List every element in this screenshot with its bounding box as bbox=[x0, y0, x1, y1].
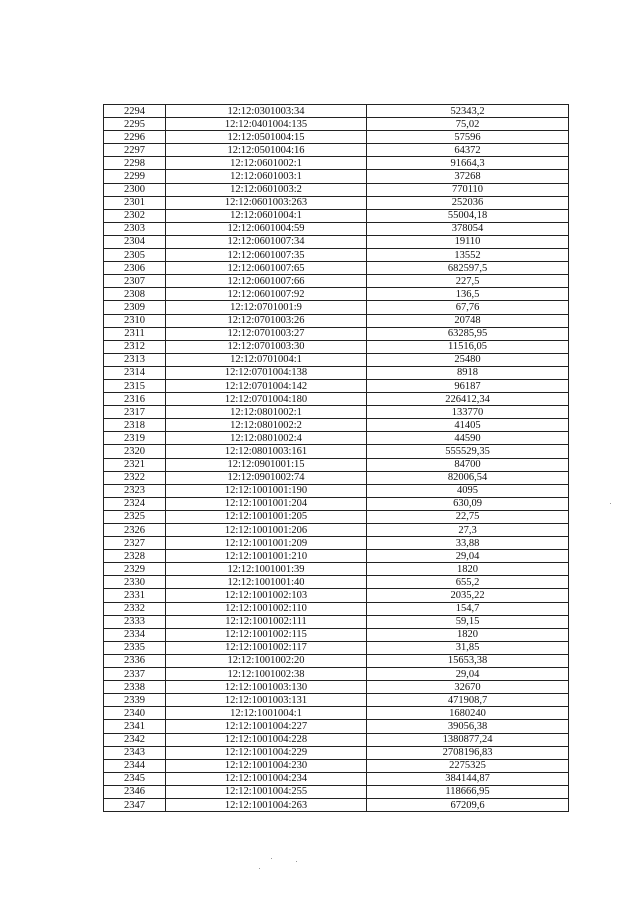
cadastral-number-cell: 12:12:1001004:255 bbox=[166, 785, 367, 798]
value-cell: 555529,35 bbox=[367, 445, 569, 458]
value-cell: 384144,87 bbox=[367, 772, 569, 785]
table-row bbox=[104, 353, 569, 366]
row-number-cell: 2344 bbox=[104, 759, 166, 772]
cadastral-number-cell: 12:12:0601003:263 bbox=[166, 196, 367, 209]
cadastral-number-cell: 12:12:1001002:38 bbox=[166, 668, 367, 681]
cadastral-number-cell: 12:12:0901002:74 bbox=[166, 471, 367, 484]
cadastral-number-cell: 12:12:0501004:16 bbox=[166, 144, 367, 157]
row-number-cell: 2320 bbox=[104, 445, 166, 458]
row-number-cell: 2326 bbox=[104, 524, 166, 537]
value-cell: 682597,5 bbox=[367, 262, 569, 275]
table-row bbox=[104, 798, 569, 811]
cadastral-number-cell: 12:12:1001001:190 bbox=[166, 484, 367, 497]
table-row bbox=[104, 379, 569, 392]
value-cell: 2708196,83 bbox=[367, 746, 569, 759]
table-row bbox=[104, 746, 569, 759]
table-row bbox=[104, 602, 569, 615]
table-row bbox=[104, 393, 569, 406]
table-row bbox=[104, 131, 569, 144]
table-row bbox=[104, 628, 569, 641]
cadastral-number-cell: 12:12:0701004:180 bbox=[166, 393, 367, 406]
table-row bbox=[104, 589, 569, 602]
cadastral-number-cell: 12:12:1001004:229 bbox=[166, 746, 367, 759]
table-row bbox=[104, 157, 569, 170]
value-cell: 2035,22 bbox=[367, 589, 569, 602]
cadastral-number-cell: 12:12:0601004:1 bbox=[166, 209, 367, 222]
cadastral-number-cell: 12:12:0601007:92 bbox=[166, 288, 367, 301]
cadastral-number-cell: 12:12:1001001:39 bbox=[166, 563, 367, 576]
row-number-cell: 2300 bbox=[104, 183, 166, 196]
table-row bbox=[104, 196, 569, 209]
value-cell: 118666,95 bbox=[367, 785, 569, 798]
row-number-cell: 2321 bbox=[104, 458, 166, 471]
row-number-cell: 2332 bbox=[104, 602, 166, 615]
value-cell: 55004,18 bbox=[367, 209, 569, 222]
cadastral-number-cell: 12:12:1001004:227 bbox=[166, 720, 367, 733]
value-cell: 226412,34 bbox=[367, 393, 569, 406]
value-cell: 19110 bbox=[367, 235, 569, 248]
table-row bbox=[104, 707, 569, 720]
value-cell: 4095 bbox=[367, 484, 569, 497]
cadastral-number-cell: 12:12:0601004:59 bbox=[166, 222, 367, 235]
table-row bbox=[104, 327, 569, 340]
value-cell: 27,3 bbox=[367, 524, 569, 537]
value-cell: 2275325 bbox=[367, 759, 569, 772]
value-cell: 1820 bbox=[367, 628, 569, 641]
table-row bbox=[104, 759, 569, 772]
row-number-cell: 2341 bbox=[104, 720, 166, 733]
cadastral-number-cell: 12:12:1001003:130 bbox=[166, 681, 367, 694]
row-number-cell: 2311 bbox=[104, 327, 166, 340]
row-number-cell: 2309 bbox=[104, 301, 166, 314]
table-row bbox=[104, 366, 569, 379]
value-cell: 31,85 bbox=[367, 641, 569, 654]
table-row bbox=[104, 432, 569, 445]
cadastral-number-cell: 12:12:1001002:103 bbox=[166, 589, 367, 602]
cadastral-number-cell: 12:12:0301003:34 bbox=[166, 105, 367, 118]
value-cell: 57596 bbox=[367, 131, 569, 144]
cadastral-number-cell: 12:12:0701003:30 bbox=[166, 340, 367, 353]
row-number-cell: 2336 bbox=[104, 654, 166, 667]
value-cell: 96187 bbox=[367, 379, 569, 392]
row-number-cell: 2317 bbox=[104, 406, 166, 419]
row-number-cell: 2340 bbox=[104, 707, 166, 720]
table-row bbox=[104, 288, 569, 301]
cadastral-number-cell: 12:12:1001004:263 bbox=[166, 798, 367, 811]
value-cell: 91664,3 bbox=[367, 157, 569, 170]
cadastral-number-cell: 12:12:0701004:1 bbox=[166, 353, 367, 366]
row-number-cell: 2335 bbox=[104, 641, 166, 654]
cadastral-number-cell: 12:12:1001002:20 bbox=[166, 654, 367, 667]
value-cell: 25480 bbox=[367, 353, 569, 366]
cadastral-number-cell: 12:12:0801003:161 bbox=[166, 445, 367, 458]
table-row bbox=[104, 222, 569, 235]
table-row bbox=[104, 301, 569, 314]
row-number-cell: 2324 bbox=[104, 497, 166, 510]
row-number-cell: 2304 bbox=[104, 235, 166, 248]
cadastral-number-cell: 12:12:1001001:209 bbox=[166, 537, 367, 550]
table-row bbox=[104, 654, 569, 667]
value-cell: 227,5 bbox=[367, 275, 569, 288]
cadastral-number-cell: 12:12:1001003:131 bbox=[166, 694, 367, 707]
row-number-cell: 2313 bbox=[104, 353, 166, 366]
cadastral-number-cell: 12:12:0501004:15 bbox=[166, 131, 367, 144]
row-number-cell: 2346 bbox=[104, 785, 166, 798]
cadastral-number-cell: 12:12:1001004:228 bbox=[166, 733, 367, 746]
table-row bbox=[104, 550, 569, 563]
cadastral-number-cell: 12:12:0801002:4 bbox=[166, 432, 367, 445]
value-cell: 52343,2 bbox=[367, 105, 569, 118]
table-row bbox=[104, 641, 569, 654]
table-row bbox=[104, 615, 569, 628]
table-row bbox=[104, 484, 569, 497]
row-number-cell: 2322 bbox=[104, 471, 166, 484]
row-number-cell: 2342 bbox=[104, 733, 166, 746]
scan-speck bbox=[259, 868, 260, 869]
value-cell: 67209,6 bbox=[367, 798, 569, 811]
value-cell: 8918 bbox=[367, 366, 569, 379]
row-number-cell: 2331 bbox=[104, 589, 166, 602]
table-row bbox=[104, 262, 569, 275]
value-cell: 136,5 bbox=[367, 288, 569, 301]
table-body bbox=[104, 105, 569, 812]
table-row bbox=[104, 105, 569, 118]
row-number-cell: 2296 bbox=[104, 131, 166, 144]
cadastral-number-cell: 12:12:0701003:26 bbox=[166, 314, 367, 327]
cadastral-number-cell: 12:12:0701001:9 bbox=[166, 301, 367, 314]
row-number-cell: 2328 bbox=[104, 550, 166, 563]
table-row bbox=[104, 406, 569, 419]
value-cell: 11516,05 bbox=[367, 340, 569, 353]
row-number-cell: 2329 bbox=[104, 563, 166, 576]
row-number-cell: 2318 bbox=[104, 419, 166, 432]
value-cell: 41405 bbox=[367, 419, 569, 432]
value-cell: 13552 bbox=[367, 249, 569, 262]
cadastral-number-cell: 12:12:1001004:1 bbox=[166, 707, 367, 720]
row-number-cell: 2316 bbox=[104, 393, 166, 406]
row-number-cell: 2312 bbox=[104, 340, 166, 353]
row-number-cell: 2327 bbox=[104, 537, 166, 550]
value-cell: 33,88 bbox=[367, 537, 569, 550]
cadastral-number-cell: 12:12:1001001:204 bbox=[166, 497, 367, 510]
table-row bbox=[104, 785, 569, 798]
value-cell: 67,76 bbox=[367, 301, 569, 314]
cadastral-number-cell: 12:12:0601007:34 bbox=[166, 235, 367, 248]
row-number-cell: 2294 bbox=[104, 105, 166, 118]
value-cell: 29,04 bbox=[367, 668, 569, 681]
table-row bbox=[104, 563, 569, 576]
row-number-cell: 2297 bbox=[104, 144, 166, 157]
table-row bbox=[104, 720, 569, 733]
value-cell: 82006,54 bbox=[367, 471, 569, 484]
value-cell: 1680240 bbox=[367, 707, 569, 720]
table-row bbox=[104, 144, 569, 157]
value-cell: 44590 bbox=[367, 432, 569, 445]
cadastral-number-cell: 12:12:1001002:115 bbox=[166, 628, 367, 641]
table-row bbox=[104, 235, 569, 248]
value-cell: 32670 bbox=[367, 681, 569, 694]
value-cell: 75,02 bbox=[367, 118, 569, 131]
row-number-cell: 2303 bbox=[104, 222, 166, 235]
row-number-cell: 2330 bbox=[104, 576, 166, 589]
row-number-cell: 2333 bbox=[104, 615, 166, 628]
value-cell: 59,15 bbox=[367, 615, 569, 628]
table-row bbox=[104, 668, 569, 681]
value-cell: 630,09 bbox=[367, 497, 569, 510]
value-cell: 655,2 bbox=[367, 576, 569, 589]
table-row bbox=[104, 471, 569, 484]
row-number-cell: 2306 bbox=[104, 262, 166, 275]
cadastral-number-cell: 12:12:0701003:27 bbox=[166, 327, 367, 340]
value-cell: 20748 bbox=[367, 314, 569, 327]
table-row bbox=[104, 249, 569, 262]
cadastral-number-cell: 12:12:0801002:2 bbox=[166, 419, 367, 432]
table-row bbox=[104, 340, 569, 353]
value-cell: 37268 bbox=[367, 170, 569, 183]
row-number-cell: 2299 bbox=[104, 170, 166, 183]
row-number-cell: 2334 bbox=[104, 628, 166, 641]
value-cell: 63285,95 bbox=[367, 327, 569, 340]
row-number-cell: 2305 bbox=[104, 249, 166, 262]
value-cell: 1820 bbox=[367, 563, 569, 576]
table-row bbox=[104, 445, 569, 458]
cadastral-number-cell: 12:12:1001002:117 bbox=[166, 641, 367, 654]
scan-speck bbox=[271, 858, 272, 859]
row-number-cell: 2298 bbox=[104, 157, 166, 170]
row-number-cell: 2308 bbox=[104, 288, 166, 301]
value-cell: 252036 bbox=[367, 196, 569, 209]
row-number-cell: 2319 bbox=[104, 432, 166, 445]
table-row bbox=[104, 275, 569, 288]
row-number-cell: 2338 bbox=[104, 681, 166, 694]
cadastral-number-cell: 12:12:0601002:1 bbox=[166, 157, 367, 170]
row-number-cell: 2323 bbox=[104, 484, 166, 497]
cadastral-number-cell: 12:12:1001002:111 bbox=[166, 615, 367, 628]
table-row bbox=[104, 772, 569, 785]
cadastral-number-cell: 12:12:0701004:142 bbox=[166, 379, 367, 392]
cadastral-number-cell: 12:12:1001001:210 bbox=[166, 550, 367, 563]
row-number-cell: 2325 bbox=[104, 510, 166, 523]
value-cell: 1380877,24 bbox=[367, 733, 569, 746]
scan-speck bbox=[610, 503, 611, 504]
cadastral-table bbox=[103, 104, 569, 812]
value-cell: 133770 bbox=[367, 406, 569, 419]
value-cell: 22,75 bbox=[367, 510, 569, 523]
table-row bbox=[104, 576, 569, 589]
table-row bbox=[104, 681, 569, 694]
cadastral-number-cell: 12:12:0601003:2 bbox=[166, 183, 367, 196]
table-row bbox=[104, 497, 569, 510]
cadastral-number-cell: 12:12:1001001:205 bbox=[166, 510, 367, 523]
value-cell: 154,7 bbox=[367, 602, 569, 615]
value-cell: 15653,38 bbox=[367, 654, 569, 667]
row-number-cell: 2314 bbox=[104, 366, 166, 379]
table-row bbox=[104, 314, 569, 327]
value-cell: 84700 bbox=[367, 458, 569, 471]
table-row bbox=[104, 118, 569, 131]
row-number-cell: 2343 bbox=[104, 746, 166, 759]
cadastral-number-cell: 12:12:0801002:1 bbox=[166, 406, 367, 419]
cadastral-number-cell: 12:12:0601007:65 bbox=[166, 262, 367, 275]
cadastral-number-cell: 12:12:1001004:234 bbox=[166, 772, 367, 785]
cadastral-number-cell: 12:12:1001001:206 bbox=[166, 524, 367, 537]
cadastral-number-cell: 12:12:0701004:138 bbox=[166, 366, 367, 379]
value-cell: 770110 bbox=[367, 183, 569, 196]
table-row bbox=[104, 733, 569, 746]
cadastral-number-cell: 12:12:1001001:40 bbox=[166, 576, 367, 589]
value-cell: 29,04 bbox=[367, 550, 569, 563]
row-number-cell: 2345 bbox=[104, 772, 166, 785]
table-row bbox=[104, 510, 569, 523]
value-cell: 39056,38 bbox=[367, 720, 569, 733]
cadastral-number-cell: 12:12:1001002:110 bbox=[166, 602, 367, 615]
table-row bbox=[104, 458, 569, 471]
value-cell: 378054 bbox=[367, 222, 569, 235]
row-number-cell: 2307 bbox=[104, 275, 166, 288]
row-number-cell: 2347 bbox=[104, 798, 166, 811]
table-row bbox=[104, 170, 569, 183]
row-number-cell: 2339 bbox=[104, 694, 166, 707]
scan-speck bbox=[296, 861, 297, 862]
value-cell: 471908,7 bbox=[367, 694, 569, 707]
table-row bbox=[104, 524, 569, 537]
table-row bbox=[104, 537, 569, 550]
table-row bbox=[104, 183, 569, 196]
row-number-cell: 2337 bbox=[104, 668, 166, 681]
value-cell: 64372 bbox=[367, 144, 569, 157]
row-number-cell: 2301 bbox=[104, 196, 166, 209]
cadastral-number-cell: 12:12:0601007:66 bbox=[166, 275, 367, 288]
row-number-cell: 2295 bbox=[104, 118, 166, 131]
table-row bbox=[104, 209, 569, 222]
cadastral-number-cell: 12:12:1001004:230 bbox=[166, 759, 367, 772]
cadastral-number-cell: 12:12:0901001:15 bbox=[166, 458, 367, 471]
row-number-cell: 2315 bbox=[104, 379, 166, 392]
cadastral-number-cell: 12:12:0601003:1 bbox=[166, 170, 367, 183]
cadastral-number-cell: 12:12:0401004:135 bbox=[166, 118, 367, 131]
cadastral-number-cell: 12:12:0601007:35 bbox=[166, 249, 367, 262]
row-number-cell: 2302 bbox=[104, 209, 166, 222]
row-number-cell: 2310 bbox=[104, 314, 166, 327]
table-row bbox=[104, 419, 569, 432]
table-row bbox=[104, 694, 569, 707]
